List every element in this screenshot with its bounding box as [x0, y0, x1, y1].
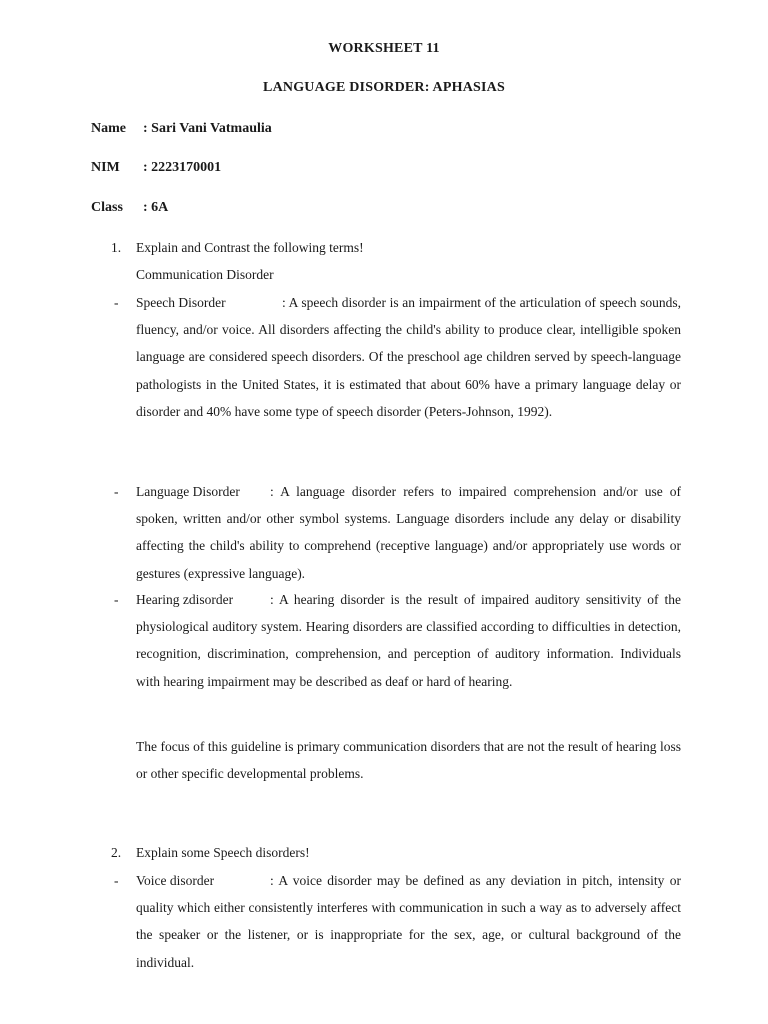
term-label: Language Disorder [136, 484, 240, 499]
term-definition: : A language disorder refers to impaired comprehension and/or use of spoken, written and/or other symbol systems. Language disorders include any delay or disability affecting the child's ability to comprehend (receptive language) and/or appropriately use words or gestures (expressive language). [136, 484, 681, 581]
list-item-voice-disorder [111, 867, 681, 976]
name-label: Name [91, 121, 126, 136]
section-subheading: Communication Disorder [136, 267, 274, 282]
question-2 [111, 845, 310, 861]
worksheet-title: WORKSHEET 11 [328, 41, 440, 56]
list-item-language-disorder [111, 478, 681, 587]
class-value: : 6A [143, 200, 169, 215]
student-name-row [91, 121, 272, 137]
term-definition: : A speech disorder is an impairment of the articulation of speech sounds, fluency, and/or voice. All disorders affecting the child's ability to produce clear, intelligible spoken language are considered speech disorders. Of the preschool age children served by speech-language pathologists in the United States, it is estimated that about 60% have a primary language delay or disorder and 40% have some type of speech disorder (Peters-Johnson, 1992). [136, 295, 681, 419]
bullet-dash: - [114, 484, 119, 499]
nim-label: NIM [91, 160, 120, 175]
term-label: Speech Disorder [136, 295, 226, 310]
list-item-speech-disorder [111, 289, 681, 425]
list-item-hearing-disorder [111, 586, 681, 695]
bullet-dash: - [114, 873, 119, 888]
term-definition: : A hearing disorder is the result of impaired auditory sensitivity of the physiological auditory system. Hearing disorders are classified according to difficulties in detection, recognition, discrimination, comprehension, and perception of auditory information. Individuals with hearing impairment may be described as deaf or hard of hearing. [136, 592, 681, 689]
question-prompt: Explain some Speech disorders! [136, 845, 310, 860]
name-value: : Sari Vani Vatmaulia [143, 121, 272, 136]
question-number: 1. [111, 240, 122, 255]
bullet-dash: - [114, 592, 119, 607]
student-nim-row [91, 160, 221, 176]
student-class-row [91, 200, 168, 216]
closing-paragraph: The focus of this guideline is primary communication disorders that are not the result of hearing loss or other specific developmental problems. [136, 739, 681, 782]
bullet-dash: - [114, 295, 119, 310]
term-label: Hearing zdisorder [136, 592, 234, 607]
term-definition: : A voice disorder may be defined as any deviation in pitch, intensity or quality which either consistently interferes with communication in such a way as to adversely affect the speaker or the listener, or is inappropriate for the sex, age, or cultural background of the individual. [136, 873, 681, 970]
question-number: 2. [111, 845, 122, 860]
question-1 [111, 240, 364, 256]
worksheet-subtitle: LANGUAGE DISORDER: APHASIAS [263, 80, 505, 95]
question-prompt: Explain and Contrast the following terms! [136, 240, 364, 255]
class-label: Class [91, 200, 123, 215]
term-label: Voice disorder [136, 873, 215, 888]
nim-value: : 2223170001 [143, 160, 222, 175]
